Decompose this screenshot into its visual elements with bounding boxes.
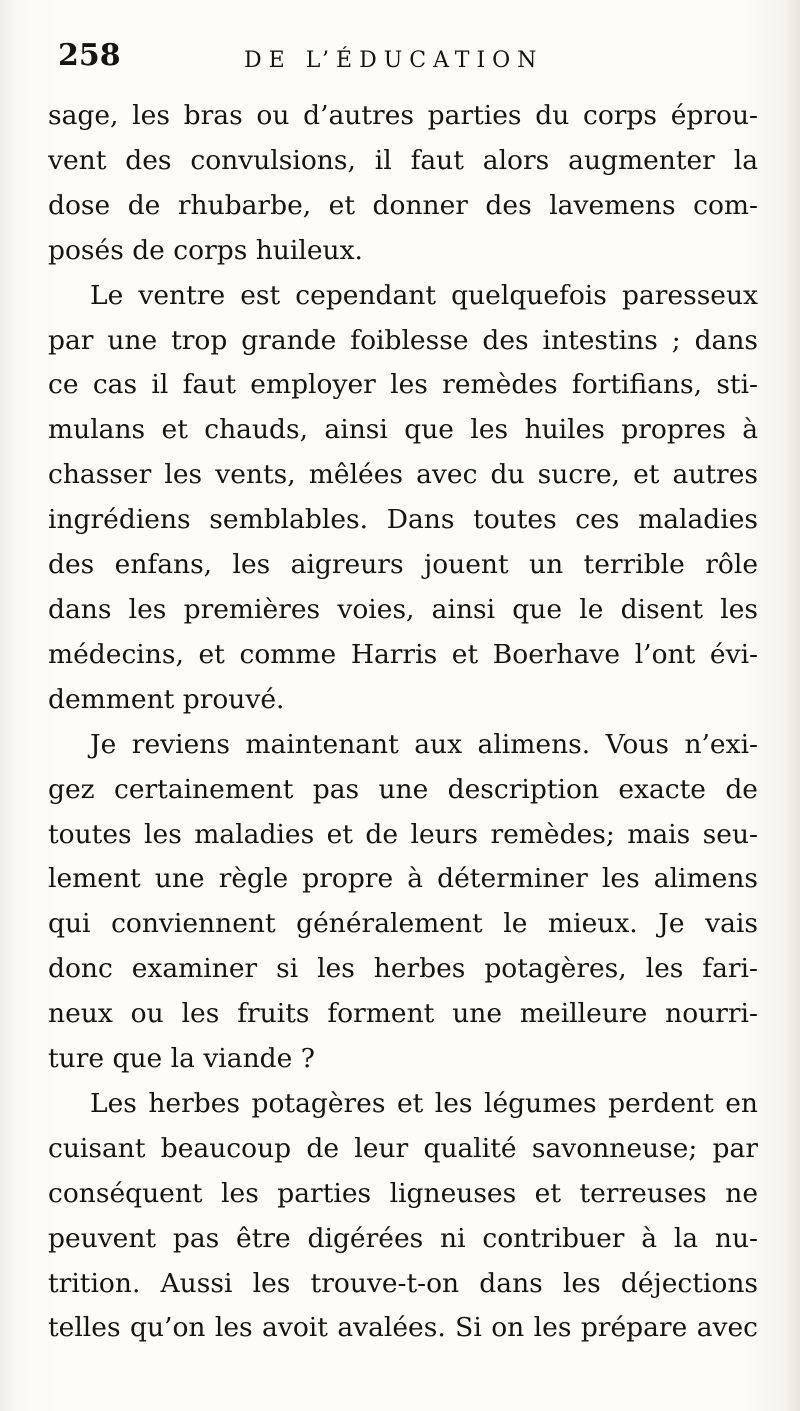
paragraph-1 <box>48 94 758 274</box>
text-line: dose de rhubarbe, et donner des lavemens com- <box>48 189 758 221</box>
paragraph-3 <box>48 723 758 1082</box>
text-line: des enfans, les aigreurs jouent un terrible rôle <box>48 549 758 581</box>
text-line: donc examiner si les herbes potagères, les fari- <box>48 953 758 985</box>
text-line: par une trop grande foiblesse des intestins ; dans <box>48 324 758 356</box>
text-line: chasser les vents, mêlées avec du sucre, et autres <box>48 459 758 491</box>
paragraph-4 <box>48 1082 758 1351</box>
text-line: sage, les bras ou d’autres parties du corps éprou- <box>48 100 758 131</box>
text-line: dans les premières voies, ainsi que le disent les <box>48 593 758 625</box>
text-line: Je reviens maintenant aux alimens. Vous n’exi- <box>90 728 758 760</box>
body-text <box>48 94 758 1351</box>
text-line: médecins, et comme Harris et Boerhave l’ont évi- <box>48 638 758 670</box>
text-line: lement une règle propre à déterminer les alimens <box>48 863 758 895</box>
running-head: DE L’ÉDUCATION <box>244 48 544 73</box>
text-line: trition. Aussi les trouve-t-on dans les déjections <box>48 1267 758 1299</box>
paragraph-2 <box>48 274 758 723</box>
page-header <box>58 38 758 88</box>
text-line: ture que la viande ? <box>48 1043 315 1075</box>
text-line: gez certainement pas une description exacte de <box>48 773 758 805</box>
page-number: 258 <box>58 38 121 73</box>
text-line: peuvent pas être digérées ni contribuer à la nu- <box>48 1222 758 1254</box>
text-line: posés de corps huileux. <box>48 234 363 266</box>
text-line: ce cas il faut employer les remèdes fortifians, sti- <box>48 369 758 401</box>
text-line: vent des convulsions, il faut alors augmenter la <box>48 144 758 176</box>
text-line: toutes les maladies et de leurs remèdes; mais seu- <box>48 818 758 850</box>
text-line: Les herbes potagères et les légumes perdent en <box>90 1087 758 1119</box>
text-line: telles qu’on les avoit avalées. Si on les prépare avec <box>48 1312 758 1344</box>
text-line: qui conviennent généralement le mieux. Je vais <box>48 908 758 940</box>
text-line: cuisant beaucoup de leur qualité savonneuse; par <box>48 1132 758 1164</box>
text-line: demment prouvé. <box>48 683 285 715</box>
text-line: ingrédiens semblables. Dans toutes ces maladies <box>48 504 758 536</box>
text-line: conséquent les parties ligneuses et terreuses ne <box>48 1177 758 1209</box>
text-line: mulans et chauds, ainsi que les huiles propres à <box>48 414 758 446</box>
text-line: Le ventre est cependant quelquefois paresseux <box>90 279 758 311</box>
text-line: neux ou les fruits forment une meilleure nourri- <box>48 998 758 1030</box>
